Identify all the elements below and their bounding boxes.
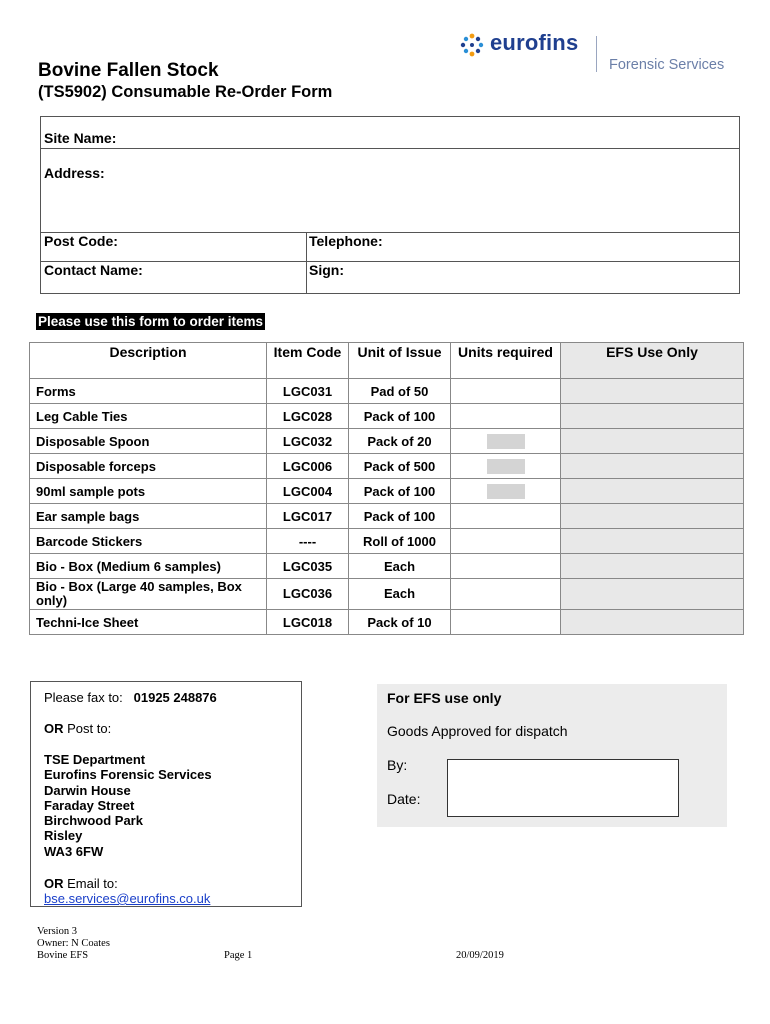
row-unit-of-issue: Each: [349, 579, 451, 610]
efs-use-box: [377, 684, 727, 827]
post-code-label: Post Code:: [44, 233, 118, 249]
units-required-input[interactable]: [451, 379, 561, 404]
approval-signature-field[interactable]: [447, 759, 679, 817]
site-details-box: [40, 116, 740, 294]
page-title: Bovine Fallen Stock: [38, 60, 219, 81]
row-item-code: LGC028: [267, 404, 349, 429]
row-item-code: LGC036: [267, 579, 349, 610]
row-unit-of-issue: Each: [349, 554, 451, 579]
footer-owner: Owner: N Coates: [37, 938, 110, 949]
row-item-code: LGC032: [267, 429, 349, 454]
header-item-code: Item Code: [267, 343, 349, 379]
table-row: [30, 610, 744, 635]
row-description: Bio - Box (Large 40 samples, Box only): [30, 579, 267, 610]
row-item-code: LGC006: [267, 454, 349, 479]
efs-use-cell: [561, 529, 744, 554]
address-line: Faraday Street: [44, 797, 135, 813]
divider: [41, 232, 739, 233]
efs-use-cell: [561, 429, 744, 454]
row-unit-of-issue: Pack of 500: [349, 454, 451, 479]
units-required-input[interactable]: [451, 504, 561, 529]
units-required-input[interactable]: [451, 404, 561, 429]
by-label: By:: [387, 757, 408, 773]
efs-use-cell: [561, 554, 744, 579]
units-required-input[interactable]: [451, 429, 561, 454]
or-label: OR: [44, 721, 64, 736]
header-units-required: Units required: [451, 343, 561, 379]
fax-number: 01925 248876: [133, 690, 217, 705]
row-unit-of-issue: Pack of 100: [349, 404, 451, 429]
goods-approved-label: Goods Approved for dispatch: [387, 723, 568, 739]
table-row: [30, 404, 744, 429]
address-line: WA3 6FW: [44, 843, 104, 859]
row-unit-of-issue: Pad of 50: [349, 379, 451, 404]
row-description: Bio - Box (Medium 6 samples): [30, 554, 267, 579]
efs-use-cell: [561, 379, 744, 404]
row-description: 90ml sample pots: [30, 479, 267, 504]
redacted-box: [487, 484, 525, 499]
eurofins-dots-icon: [458, 32, 486, 60]
efs-use-cell: [561, 579, 744, 610]
contact-info-box: [30, 681, 302, 907]
post-to-label: Post to:: [67, 721, 112, 736]
header-description: Description: [30, 343, 267, 379]
row-description: Ear sample bags: [30, 504, 267, 529]
sign-label: Sign:: [309, 262, 344, 278]
logo-divider: [596, 36, 597, 72]
footer-info: [37, 926, 110, 962]
units-required-input[interactable]: [451, 529, 561, 554]
row-description: Forms: [30, 379, 267, 404]
footer-doc-name: Bovine EFS: [37, 950, 89, 961]
table-row: [30, 479, 744, 504]
row-item-code: ----: [267, 529, 349, 554]
fax-label: Please fax to:: [44, 690, 123, 705]
redacted-box: [487, 434, 525, 449]
efs-use-cell: [561, 610, 744, 635]
order-items-table: [29, 342, 744, 635]
row-description: Disposable forceps: [30, 454, 267, 479]
header-unit-of-issue: Unit of Issue: [349, 343, 451, 379]
table-row: [30, 379, 744, 404]
efs-use-cell: [561, 504, 744, 529]
date-label: Date:: [387, 791, 421, 807]
address-line: TSE Department: [44, 752, 146, 767]
table-row: [30, 429, 744, 454]
divider: [41, 148, 739, 149]
site-name-label: Site Name:: [44, 130, 117, 146]
divider: [41, 261, 739, 262]
email-line: [44, 876, 118, 891]
form-subtitle: (TS5902) Consumable Re-Order Form: [38, 83, 333, 101]
row-item-code: LGC018: [267, 610, 349, 635]
table-header-row: [30, 343, 744, 379]
efs-use-cell: [561, 404, 744, 429]
row-item-code: LGC035: [267, 554, 349, 579]
row-unit-of-issue: Pack of 10: [349, 610, 451, 635]
postal-address: [44, 752, 212, 859]
address-line: Eurofins Forensic Services: [44, 767, 212, 783]
row-item-code: LGC031: [267, 379, 349, 404]
row-description: Techni-Ice Sheet: [30, 610, 267, 635]
units-required-input[interactable]: [451, 554, 561, 579]
eurofins-logo: [456, 30, 736, 76]
row-description: Disposable Spoon: [30, 429, 267, 454]
fax-line: [44, 690, 217, 705]
address-label: Address:: [44, 165, 105, 181]
efs-use-cell: [561, 454, 744, 479]
telephone-label: Telephone:: [309, 233, 383, 249]
footer-date: 20/09/2019: [456, 950, 504, 961]
divider: [306, 232, 307, 294]
header-efs-use-only: EFS Use Only: [561, 343, 744, 379]
table-row: [30, 579, 744, 610]
units-required-input[interactable]: [451, 479, 561, 504]
email-link[interactable]: bse.services@eurofins.co.uk: [44, 891, 211, 906]
row-description: Leg Cable Ties: [30, 404, 267, 429]
instruction-banner: Please use this form to order items: [38, 314, 264, 329]
row-item-code: LGC004: [267, 479, 349, 504]
row-unit-of-issue: Pack of 100: [349, 479, 451, 504]
address-line: Risley: [44, 828, 83, 844]
contact-name-label: Contact Name:: [44, 262, 143, 278]
or-label: OR: [44, 876, 64, 891]
row-unit-of-issue: Pack of 20: [349, 429, 451, 454]
units-required-input[interactable]: [451, 579, 561, 610]
table-row: [30, 454, 744, 479]
footer-page-number: Page 1: [224, 950, 253, 961]
row-item-code: LGC017: [267, 504, 349, 529]
logo-subtitle: Forensic Services: [609, 57, 725, 73]
redacted-box: [487, 459, 525, 474]
logo-wordmark: eurofins: [490, 30, 579, 55]
address-line: Darwin House: [44, 782, 131, 798]
table-row: [30, 504, 744, 529]
row-unit-of-issue: Pack of 100: [349, 504, 451, 529]
efs-box-title: For EFS use only: [387, 690, 502, 706]
efs-use-cell: [561, 479, 744, 504]
table-row: [30, 554, 744, 579]
row-description: Barcode Stickers: [30, 529, 267, 554]
units-required-input[interactable]: [451, 454, 561, 479]
email-to-label: Email to:: [67, 876, 118, 891]
row-unit-of-issue: Roll of 1000: [349, 529, 451, 554]
table-row: [30, 529, 744, 554]
footer-version: Version 3: [37, 926, 77, 937]
units-required-input[interactable]: [451, 610, 561, 635]
post-line: [44, 721, 111, 736]
address-line: Birchwood Park: [44, 813, 143, 829]
